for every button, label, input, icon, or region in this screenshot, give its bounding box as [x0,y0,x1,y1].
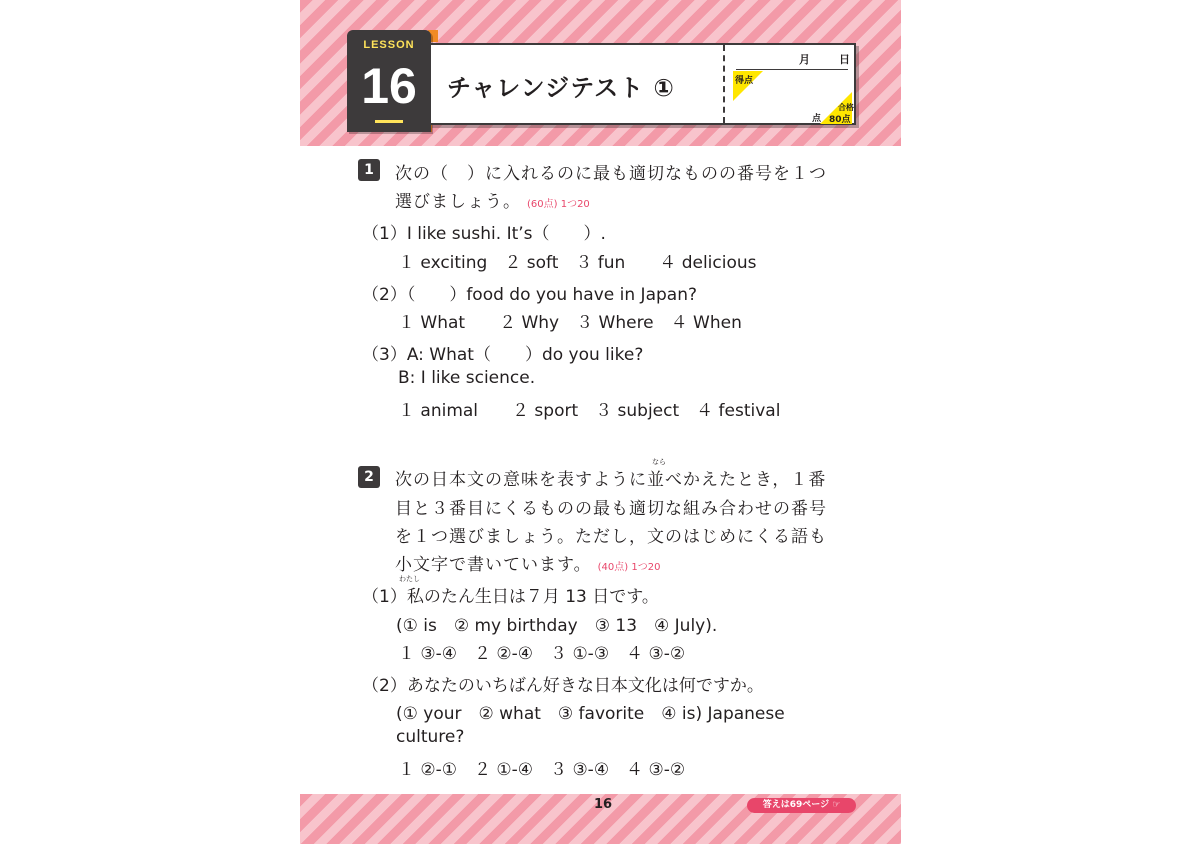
section-2-line2: 目と３番目にくるものの最も適切な組み合わせの番号 [395,499,827,519]
section-1-instruction-line1: 次の（ ）に入れるのに最も適切なものの番号を１つ [395,164,827,184]
month-label: 月 [799,53,810,66]
s1-q2-stem: （2）（ ）food do you have in Japan? [362,285,697,305]
day-label: 日 [839,53,850,66]
section-2-points: (40点) 1つ20 [597,562,661,573]
title-box [429,43,856,125]
lesson-word: LESSON [363,39,415,51]
section-2-line1: 次の日本文の意味を表すように並べかえたとき，１番 [395,470,827,490]
page-number: 16 [594,797,613,812]
s1-q2-options: １ What ２ Why ３ Where ４ When [398,313,742,333]
s2-q2-words: (① your ② what ③ favorite ④ is) Japanese [396,704,785,724]
pass-label: 合格 [838,103,854,112]
s2-q1-options: １ ③-④ ２ ②-④ ３ ①-③ ４ ③-② [398,644,686,664]
lesson-tab [347,30,431,132]
score-label: 得点 [735,76,754,86]
s2-q2-options: １ ②-① ２ ①-④ ３ ③-④ ４ ③-② [398,760,686,780]
page-title: チャレンジテスト ① [447,74,675,102]
answer-reference-link[interactable]: 答えは69ページ ☞ [747,798,856,813]
points-label: 点 [812,114,822,124]
section-2-badge: 2 [358,466,380,488]
ruby-watashi: わたし [399,575,420,583]
s2-q1-words: (① is ② my birthday ③ 13 ④ July). [396,616,718,636]
s1-q1-options: １ exciting ２ soft ３ fun ４ delicious [398,253,757,273]
section-2-line4: 小文字で書いています。 (40点) 1つ20 [395,555,661,575]
section-1-points: (60点) 1つ20 [527,199,590,210]
s1-q3-options: １ animal ２ sport ３ subject ４ festival [398,401,781,421]
s2-q2-words-line2: culture? [396,727,465,747]
s2-q1-stem: （1）私のたん生日は７月 13 日です。 [362,587,659,607]
s1-q3-stem: （3）A: What（ ）do you like? [362,345,644,365]
ruby-narabe: なら [652,458,666,466]
section-1-badge: 1 [358,159,380,181]
s1-q3-line2: B: I like science. [398,368,536,388]
lesson-underline [375,120,403,123]
s2-q2-stem: （2）あなたのいちばん好きな日本文化は何ですか。 [362,676,764,696]
lesson-number: 16 [361,58,417,114]
date-line [736,69,848,70]
pass-value: 80点 [829,115,851,125]
s1-q1-stem: （1）I like sushi. It’s（ ）. [362,224,606,244]
workbook-page [300,0,901,844]
section-2-line3: を１つ選びましょう。ただし，文のはじめにくる語も [395,527,827,547]
section-1-instruction-line2: 選びましょう。 (60点) 1つ20 [395,192,590,212]
score-divider [723,45,725,123]
